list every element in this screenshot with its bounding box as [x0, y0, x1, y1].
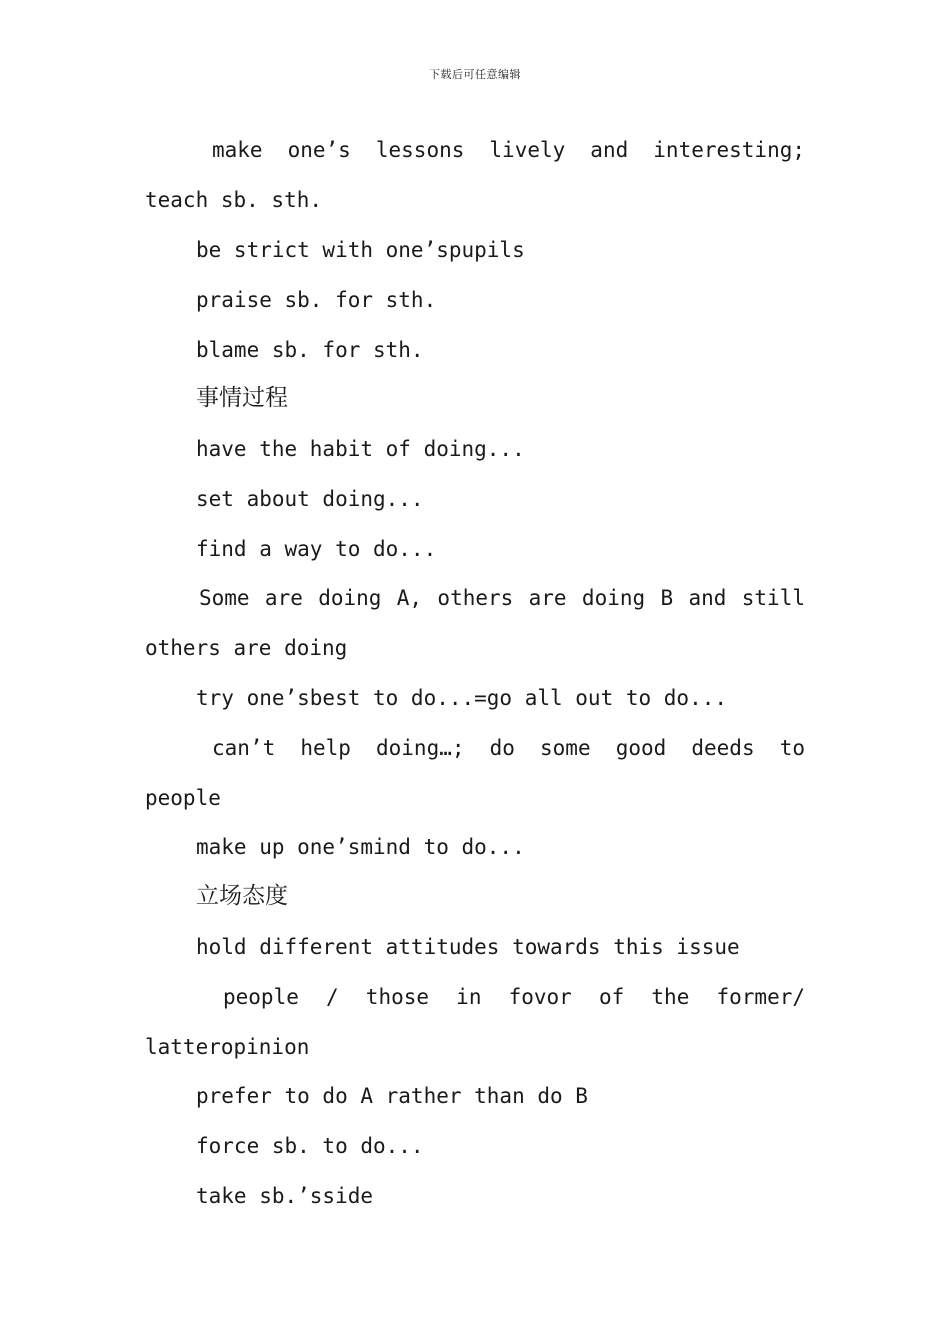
text-line: take sb.’sside — [196, 1184, 374, 1208]
text-line: people — [145, 786, 221, 810]
text-line: teach sb. sth. — [145, 188, 323, 212]
text-line: make one’s lessons lively and interesting; — [212, 138, 805, 162]
text-line: others are doing — [145, 636, 348, 660]
section-heading: 事情过程 — [196, 385, 288, 411]
text-line: praise sb. for sth. — [196, 288, 437, 312]
text-line: prefer to do A rather than do B — [196, 1084, 588, 1108]
text-line: blame sb. for sth. — [196, 338, 424, 362]
text-line: find a way to do... — [196, 537, 437, 561]
page-header: 下载后可任意编辑 — [429, 68, 521, 81]
text-line: Some are doing A, others are doing B and still — [199, 586, 805, 610]
text-line: try one’sbest to do...=go all out to do... — [196, 686, 728, 710]
text-line: people / those in fovor of the former/ — [223, 985, 805, 1009]
text-line: set about doing... — [196, 487, 424, 511]
text-line: force sb. to do... — [196, 1134, 424, 1158]
text-line: can’t help doing…; do some good deeds to — [212, 736, 805, 760]
text-line: latteropinion — [145, 1035, 310, 1059]
text-line: make up one’smind to do... — [196, 835, 525, 859]
text-line: hold different attitudes towards this issue — [196, 935, 740, 959]
text-line: have the habit of doing... — [196, 437, 525, 461]
section-heading: 立场态度 — [196, 883, 288, 909]
text-line: be strict with one’spupils — [196, 238, 525, 262]
